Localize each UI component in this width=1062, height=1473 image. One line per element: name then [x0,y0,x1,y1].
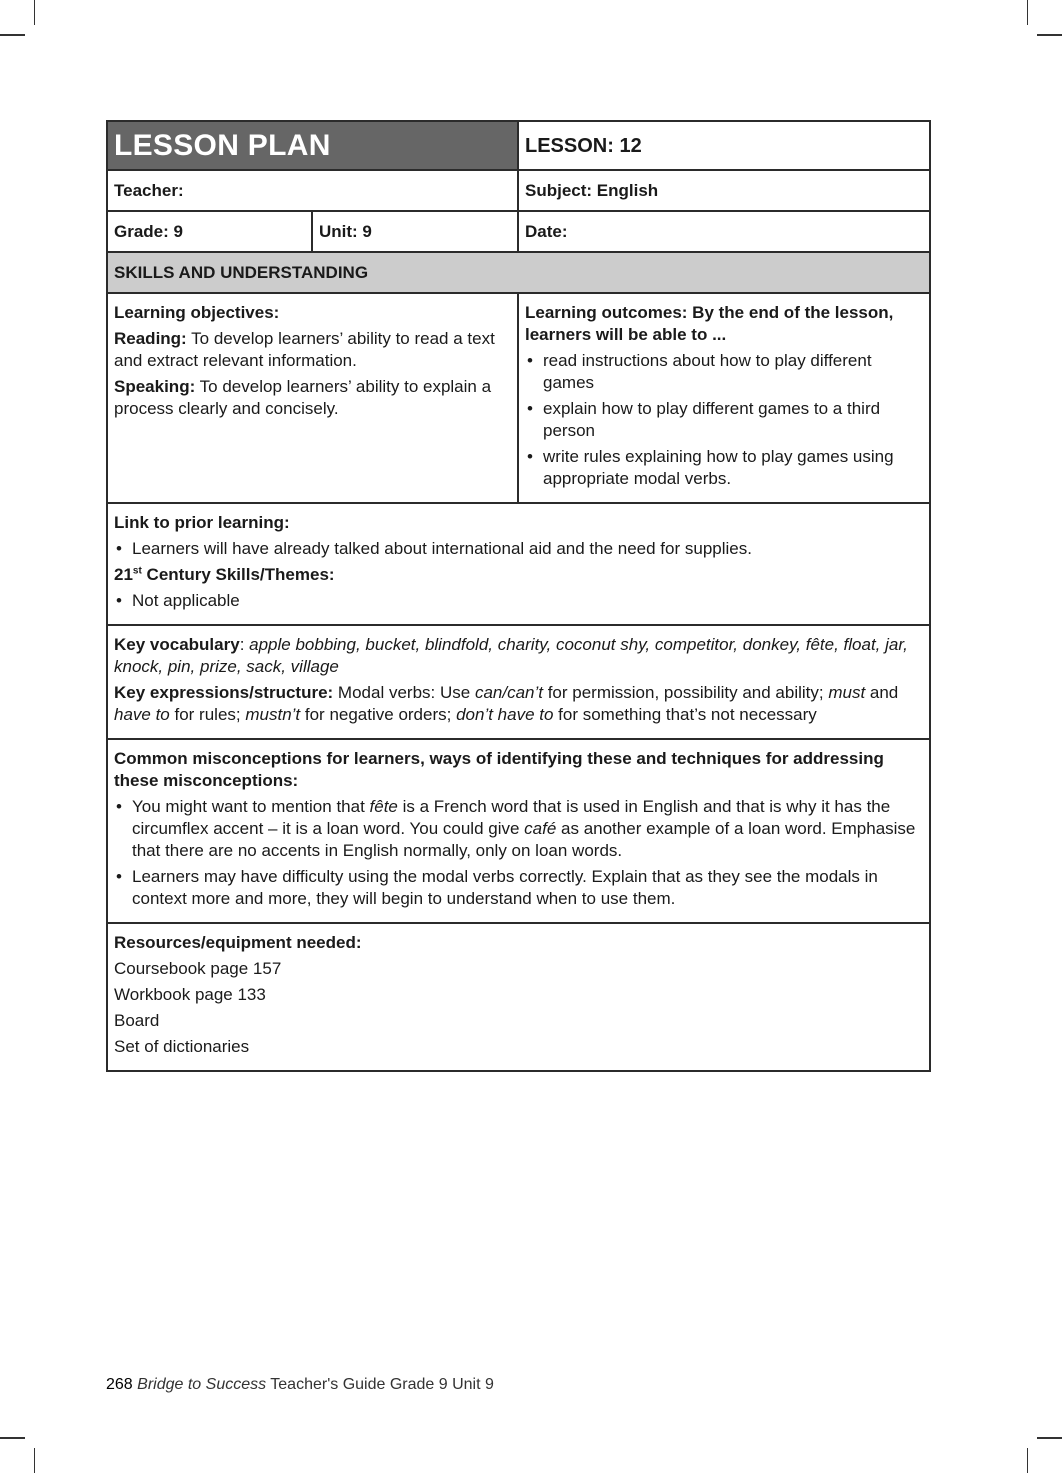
subject-field: Subject: English [518,170,930,211]
page-footer [106,1376,494,1394]
footer-rest: Teacher's Guide Grade 9 Unit 9 [266,1376,494,1393]
text: café [524,819,557,838]
speaking-label: Speaking: [114,377,196,396]
prior-learning-heading: Link to prior learning: [114,513,290,532]
crop-mark [0,1437,25,1439]
reading-label: Reading: [114,329,187,348]
page-number: 268 [106,1376,133,1393]
list-item [114,796,923,862]
page-title: LESSON PLAN [107,121,518,170]
resource-item: Workbook page 133 [114,985,266,1004]
list-item: • Learners will have already talked about international aid and the need for supplies. [114,538,923,560]
crop-mark [34,1448,35,1473]
text: don’t have to [456,705,554,724]
list-item: • write rules explaining how to play games using appropriate modal verbs. [525,446,923,490]
list-item: • Learners may have difficulty using the modal verbs correctly. Explain that as they see the modals in context more and more, they will begin to understand when to use them. [114,866,923,910]
resources [107,923,930,1071]
prior-learning [107,503,930,625]
text: is a French word that is used in English and that is why it has the circumflex accent – it is a loan word. You could give [132,797,891,838]
text: Modal verbs: Use [333,683,475,702]
reading-objective [114,328,511,372]
list-item: • explain how to play different games to a third person [525,398,923,442]
lesson-number: LESSON: 12 [518,121,930,170]
outcomes-list [525,350,923,490]
text: fête [369,797,398,816]
text: for negative orders; [300,705,457,724]
vocabulary-label: Key vocabulary [114,635,240,654]
separator: : [239,635,250,654]
text: as another example of a loan word. Emphasise that there are no accents in English normally, only on loan words. [132,819,916,860]
book-title: Bridge to Success [137,1376,267,1393]
lesson-plan-table [106,120,931,1072]
text: can/can’t [474,683,543,702]
section-heading: SKILLS AND UNDERSTANDING [107,252,930,293]
text: for something that’s not necessary [553,705,817,724]
speaking-text: To develop learners’ ability to explain a process clearly and concisely. [114,377,492,418]
list-item: • read instructions about how to play different games [525,350,923,394]
vocabulary-line [114,634,923,678]
expressions-label: Key expressions/structure: [114,683,334,702]
expressions-line [114,682,923,726]
skills-rest: Century Skills/Themes: [141,565,335,584]
resource-item: Set of dictionaries [114,1037,250,1056]
skills-themes-heading [114,564,923,586]
skills-number: 21 [114,565,133,584]
crop-mark [34,0,35,25]
crop-mark [1037,34,1062,36]
text: mustn’t [245,705,301,724]
crop-mark [1027,1448,1028,1473]
speaking-objective [114,376,511,420]
vocabulary-words: apple bobbing, bucket, blindfold, charity, coconut shy, competitor, donkey, fête, float, jar, knock, pin, prize, sack, village [114,635,908,676]
text: have to [114,705,170,724]
learning-objectives [107,293,518,503]
unit-field: Unit: 9 [312,211,518,252]
crop-mark [1027,0,1028,25]
date-field: Date: [518,211,930,252]
misconceptions-heading: Common misconceptions for learners, ways of identifying these and techniques for addressing these misconceptions: [114,749,884,790]
text: and [865,683,899,702]
text: must [828,683,866,702]
list-item: • Not applicable [114,590,923,612]
text: You might want to mention that [132,797,370,816]
skills-sup: st [132,565,142,577]
grade-field: Grade: 9 [107,211,312,252]
objectives-heading: Learning objectives: [114,303,280,322]
teacher-field: Teacher: [107,170,518,211]
resource-item: Board [114,1011,160,1030]
outcomes-heading: Learning outcomes: By the end of the lesson, learners will be able to ... [525,303,894,344]
reading-text: To develop learners’ ability to read a text and extract relevant information. [114,329,495,370]
crop-mark [1037,1437,1062,1439]
text: for rules; [169,705,246,724]
text: for permission, possibility and ability; [542,683,829,702]
resources-heading: Resources/equipment needed: [114,933,362,952]
misconceptions [107,739,930,923]
key-vocabulary [107,625,930,739]
learning-outcomes [518,293,930,503]
crop-mark [0,34,25,36]
resource-item: Coursebook page 157 [114,959,282,978]
